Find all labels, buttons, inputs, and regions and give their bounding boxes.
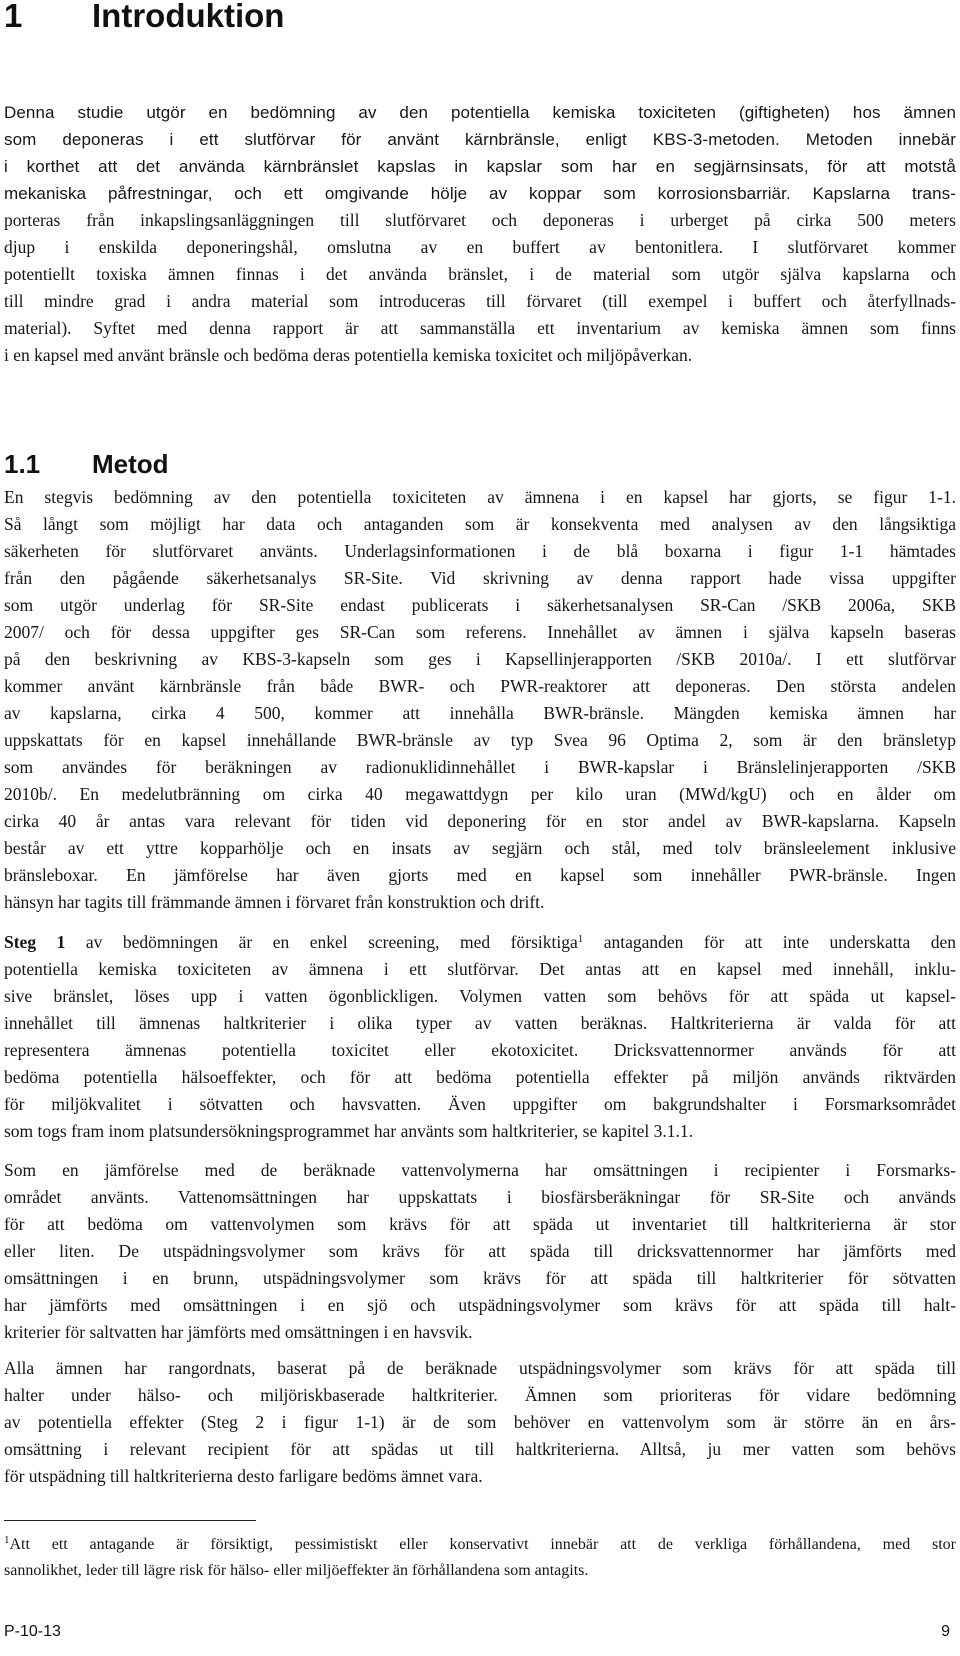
text-line: för utspädning till haltkriterierna desto farligare bedöms ämnet vara. (4, 1466, 483, 1486)
text-line: representera ämnenas potentiella toxicitet eller ekotoxicitet. Dricksvattennormer används för att (4, 1040, 956, 1060)
text-line: området använts. Vattenomsättningen har uppskattats i biosfärsberäkningar för SR-Site och används (4, 1187, 956, 1207)
text-line: halter under hälso- och miljöriskbaserade haltkriterier. Ämnen som prioriteras för vidare bedömning (4, 1385, 956, 1405)
text-line: potentiellt toxiska ämnen finnas i det använda bränslet, i de material som utgör själva kapslarna och (4, 264, 956, 284)
text-line: för miljökvalitet i sötvatten och havsvatten. Även uppgifter om bakgrundshalter i Forsmarksområdet (4, 1094, 956, 1114)
text-line: Denna studie utgör en bedömning av den potentiella kemiska toxiciteten (giftigheten) hos ämnen (4, 103, 956, 122)
section-heading (4, 447, 169, 481)
text-line: En stegvis bedömning av den potentiella toxiciteten av ämnena i en kapsel har gjorts, se figur 1-1. (4, 487, 956, 507)
chapter-title: Introduktion (92, 0, 285, 34)
text-line: Så långt som möjligt har data och antaganden som är konsekventa med analysen av den långsiktiga (4, 514, 956, 534)
text-line: kriterier för saltvatten har jämförts med omsättningen i en havsvik. (4, 1322, 473, 1342)
text-line: som deponeras i ett slutförvar för använt kärnbränsle, enligt KBS-3-metoden. Metoden innebär (4, 130, 956, 149)
text-line: från den pågående säkerhetsanalys SR-Site. Vid skrivning av denna rapport hade vissa uppgifter (4, 568, 956, 588)
text-line: har jämförts med omsättningen i en sjö och utspädningsvolymer som krävs för att späda till halt- (4, 1295, 956, 1315)
text-line: säkerheten för slutförvaret använts. Underlagsinformationen i de blå boxarna i figur 1-1 hämtades (4, 541, 956, 561)
text-line: kommer använt kärnbränsle från både BWR- och PWR-reaktorer att deponeras. Den största andelen (4, 676, 956, 696)
text-line: av potentiella effekter (Steg 2 i figur 1-1) är de som behöver en vattenvolym som är större än en års- (4, 1412, 956, 1432)
text-line: omsättning i relevant recipient för att spädas ut till haltkriterierna. Alltså, ju mer vatten som behövs (4, 1439, 956, 1459)
rangordning-paragraph (4, 1355, 956, 1490)
text-line: till mindre grad i andra material som introduceras till förvaret (till exempel i buffert och återfyllnads- (4, 291, 956, 311)
footnote-line (4, 1532, 956, 1558)
text-line: Alla ämnen har rangordnats, baserat på de beräknade utspädningsvolymer som krävs för att späda till (4, 1358, 956, 1378)
text-line: cirka 40 år antas vara relevant för tiden vid deponering för en stor andel av BWR-kapslarna. Kapseln (4, 811, 956, 831)
text-line: uppskattats för en kapsel innehållande BWR-bränsle av typ Svea 96 Optima 2, som är den bränsletyp (4, 730, 956, 750)
metod-paragraph (4, 484, 956, 916)
section-title: Metod (92, 449, 169, 479)
text-line: mekaniska påfrestningar, och ett omgivande hölje av koppar som korrosionsbarriär. Kapslarna trans- (4, 184, 956, 203)
text-line: som togs fram inom platsundersökningsprogrammet har använts som haltkriterier, se kapitel 3.1.1. (4, 1121, 693, 1141)
text-line: 2010b/. En medelutbränning om cirka 40 megawattdygn per kilo uran (MWd/kgU) och en ålder om (4, 784, 956, 804)
chapter-number: 1 (4, 0, 23, 34)
text-line: består av ett yttre kopparhölje och en insats av segjärn och stål, med tolv bränsleelement inklusive (4, 838, 956, 858)
text-line: 2007/ och för dessa uppgifter ges SR-Can som referens. Innehållet av ämnen i själva kapseln baseras (4, 622, 956, 642)
section-number: 1.1 (4, 449, 41, 479)
report-id: P-10-13 (4, 1623, 61, 1640)
chapter-heading (4, 0, 284, 36)
text-line: som utgör underlag för SR-Site endast publicerats i säkerhetsanalysen SR-Can /SKB 2006a, SKB (4, 595, 956, 615)
intro-paragraph (4, 99, 956, 369)
footnote-line: sannolikhet, leder till lägre risk för hälso- eller miljöeffekter än förhållandena som antagits. (4, 1562, 589, 1579)
text-line: bedöma potentiella hälsoeffekter, och för att bedöma potentiella effekter på miljön används riktvärden (4, 1067, 956, 1087)
text-line: i en kapsel med använt bränsle och bedöma deras potentiella kemiska toxicitet och miljöpåverkan. (4, 345, 693, 365)
text-line: material). Syftet med denna rapport är att sammanställa ett inventarium av kemiska ämnen som finns (4, 318, 956, 338)
text-line: potentiella kemiska toxiciteten av ämnena i ett slutförvar. Det antas att en kapsel med innehåll, inklu- (4, 959, 956, 979)
footnote-text: Att ett antagande är försiktigt, pessimistiskt eller konservativt innebär att de verkliga förhållandena, med stor (9, 1536, 956, 1553)
text-line: av kapslarna, cirka 4 500, kommer att innehålla BWR-bränsle. Mängden kemiska ämnen har (4, 703, 956, 723)
text-line: sive bränslet, löses upp i vatten ögonblickligen. Volymen vatten som behövs för att späda ut kapsel- (4, 986, 956, 1006)
steg1-label: Steg 1 (4, 932, 66, 952)
footnote-divider (4, 1520, 256, 1521)
steg1-paragraph (4, 929, 956, 1145)
text-line: djup i enskilda deponeringshål, omslutna av en buffert av bentonitlera. I slutförvaret kommer (4, 237, 956, 257)
jamforelse-paragraph (4, 1157, 956, 1346)
page-number: 9 (941, 1623, 950, 1640)
text-line: Som en jämförelse med de beräknade vattenvolymerna har omsättningen i recipienter i Forsmarks- (4, 1160, 956, 1180)
text-line: som användes för beräkningen av radionuklidinnehållet i BWR-kapslar i Bränslelinjerapporten /SKB (4, 757, 956, 777)
footnote-reference[interactable]: 1 (577, 933, 584, 945)
text-line: eller liten. De utspädningsvolymer som krävs för att späda till dricksvattennormer har jämförts med (4, 1241, 956, 1261)
text-line: innehållet till ämnenas haltkriterier i olika typer av vatten beräknas. Haltkriterierna är valda för att (4, 1013, 956, 1033)
text-line: hänsyn har tagits till främmande ämnen i förvaret från konstruktion och drift. (4, 892, 545, 912)
text-line: bränsleboxar. En jämförelse har även gjorts med en kapsel som innehåller PWR-bränsle. Ingen (4, 865, 956, 885)
text-line (4, 929, 956, 956)
text-span: av bedömningen är en enkel screening, med försiktiga (65, 932, 578, 952)
text-span: antaganden för att inte underskatta den (583, 932, 956, 952)
text-line: porteras från inkapslingsanläggningen till slutförvaret och deponeras i urberget på cirka 500 meters (4, 210, 956, 230)
text-line: omsättningen i en brunn, utspädningsvolymer som krävs för att späda till haltkriterier för sötvatten (4, 1268, 956, 1288)
footnote (4, 1532, 956, 1584)
text-line: på den beskrivning av KBS-3-kapseln som ges i Kapsellinjerapporten /SKB 2010a/. I ett slutförvar (4, 649, 956, 669)
footnote-mark: 1 (4, 1534, 10, 1546)
text-line: för att bedöma om vattenvolymen som krävs för att späda ut inventariet till haltkriterierna är stor (4, 1214, 956, 1234)
text-line: i korthet att det använda kärnbränslet kapslas in kapslar som har en segjärnsinsats, för att motstå (4, 157, 956, 176)
